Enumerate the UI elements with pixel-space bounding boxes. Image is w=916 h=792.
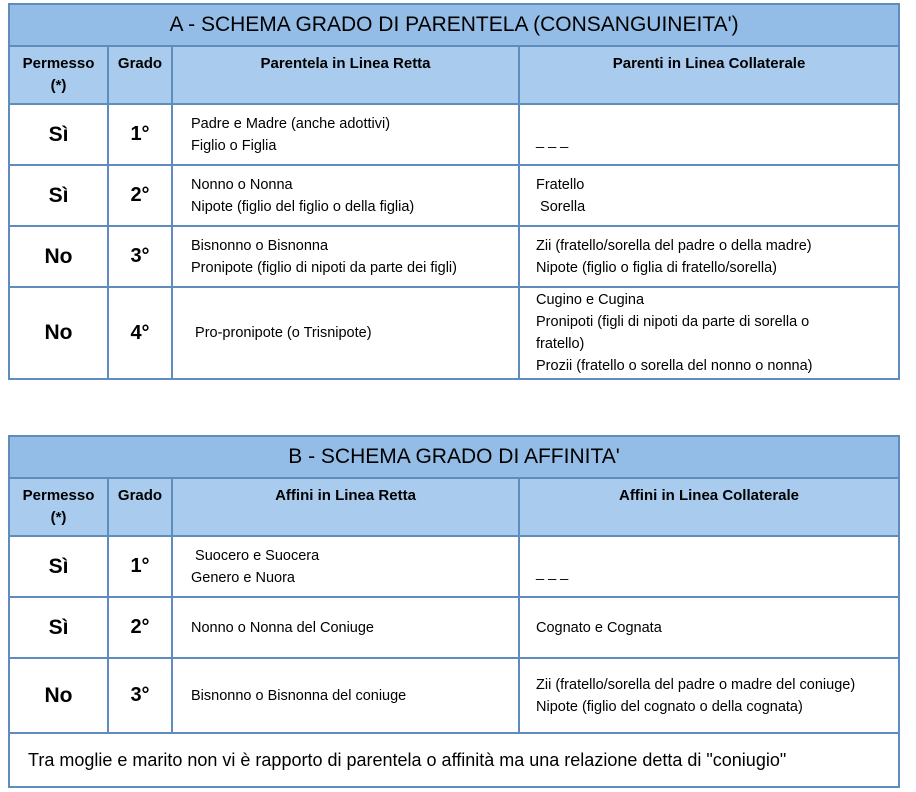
linea-retta-cell [172,104,519,165]
linea-collaterale-cell [519,226,899,287]
permesso-cell: Sì [9,104,108,165]
grado-cell: 2° [108,165,172,226]
grado-cell: 1° [108,104,172,165]
cell-line: Nipote (figlio del cognato o della cognata) [536,698,803,715]
linea-collaterale-cell [519,104,899,165]
permesso-cell: Sì [9,165,108,226]
table-affinita [8,435,900,788]
grado-cell: 2° [108,597,172,658]
permesso-cell: Sì [9,597,108,658]
linea-retta-cell [172,597,519,658]
linea-collaterale-cell [519,658,899,733]
cell-line: Figlio o Figlia [191,137,277,154]
grado-cell: 4° [108,287,172,379]
header-grado: Grado [108,478,172,536]
table-title: A - SCHEMA GRADO DI PARENTELA (CONSANGUINEITA') [9,4,899,46]
cell-line: Nipote (figlio del figlio o della figlia) [191,198,415,215]
header-linea-retta: Parentela in Linea Retta [172,46,519,104]
cell-line: Cugino e Cugina [536,292,645,308]
linea-collaterale-cell [519,536,899,597]
header-permesso-note: (*) [50,509,67,526]
cell-line: _ _ _ [536,132,569,149]
cell-line: Padre e Madre (anche adottivi) [191,115,391,132]
linea-retta-cell [172,287,519,379]
cell-line: Bisnonno o Bisnonna del coniuge [191,687,407,704]
permesso-cell: No [9,658,108,733]
cell-line: Cognato e Cognata [536,619,662,636]
table-row [9,287,899,379]
cell-line: Zii (fratello/sorella del padre o madre del coniuge) [536,676,856,693]
linea-collaterale-cell [519,165,899,226]
header-permesso [9,478,108,536]
header-linea-collaterale: Parenti in Linea Collaterale [519,46,899,104]
cell-line: Bisnonno o Bisnonna [191,237,329,254]
table-parentela [8,3,900,380]
linea-collaterale-cell [519,597,899,658]
cell-line: fratello) [536,336,585,352]
table-title-row [9,4,899,46]
cell-line: Prozii (fratello o sorella del nonno o nonna) [536,358,813,374]
header-linea-retta: Affini in Linea Retta [172,478,519,536]
footer-row [9,733,899,787]
cell-line: Zii (fratello/sorella del padre o della madre) [536,237,812,254]
permesso-cell: No [9,226,108,287]
table-title: B - SCHEMA GRADO DI AFFINITA' [9,436,899,478]
table-row [9,226,899,287]
header-permesso-note: (*) [50,77,67,94]
cell-line: Pronipoti (figli di nipoti da parte di sorella o [536,314,810,330]
cell-line: Nonno o Nonna [191,176,293,193]
grado-cell: 3° [108,658,172,733]
linea-collaterale-cell [519,287,899,379]
table-header-row [9,46,899,104]
header-permesso [9,46,108,104]
footer-note: Tra moglie e marito non vi è rapporto di parentela o affinità ma una relazione detta di "coniugio" [9,733,899,787]
linea-retta-cell [172,536,519,597]
cell-line: Genero e Nuora [191,569,295,586]
permesso-cell: Sì [9,536,108,597]
table-header-row [9,478,899,536]
table-row [9,658,899,733]
cell-line: Sorella [536,198,586,215]
linea-retta-cell [172,165,519,226]
cell-line: _ _ _ [536,564,569,581]
permesso-cell: No [9,287,108,379]
header-permesso-label: Permesso [22,487,95,504]
cell-line: Nonno o Nonna del Coniuge [191,619,374,636]
cell-line: Suocero e Suocera [191,547,320,564]
grado-cell: 3° [108,226,172,287]
table-row [9,536,899,597]
linea-retta-cell [172,658,519,733]
linea-retta-cell [172,226,519,287]
table-row [9,104,899,165]
header-grado: Grado [108,46,172,104]
cell-line: Pronipote (figlio di nipoti da parte dei figli) [191,259,457,276]
cell-line: Fratello [536,176,585,193]
table-title-row [9,436,899,478]
header-permesso-label: Permesso [22,55,95,72]
table-row [9,597,899,658]
header-linea-collaterale: Affini in Linea Collaterale [519,478,899,536]
grado-cell: 1° [108,536,172,597]
cell-line: Nipote (figlio o figlia di fratello/sorella) [536,259,777,276]
table-row [9,165,899,226]
cell-line: Pro-pronipote (o Trisnipote) [191,325,372,341]
